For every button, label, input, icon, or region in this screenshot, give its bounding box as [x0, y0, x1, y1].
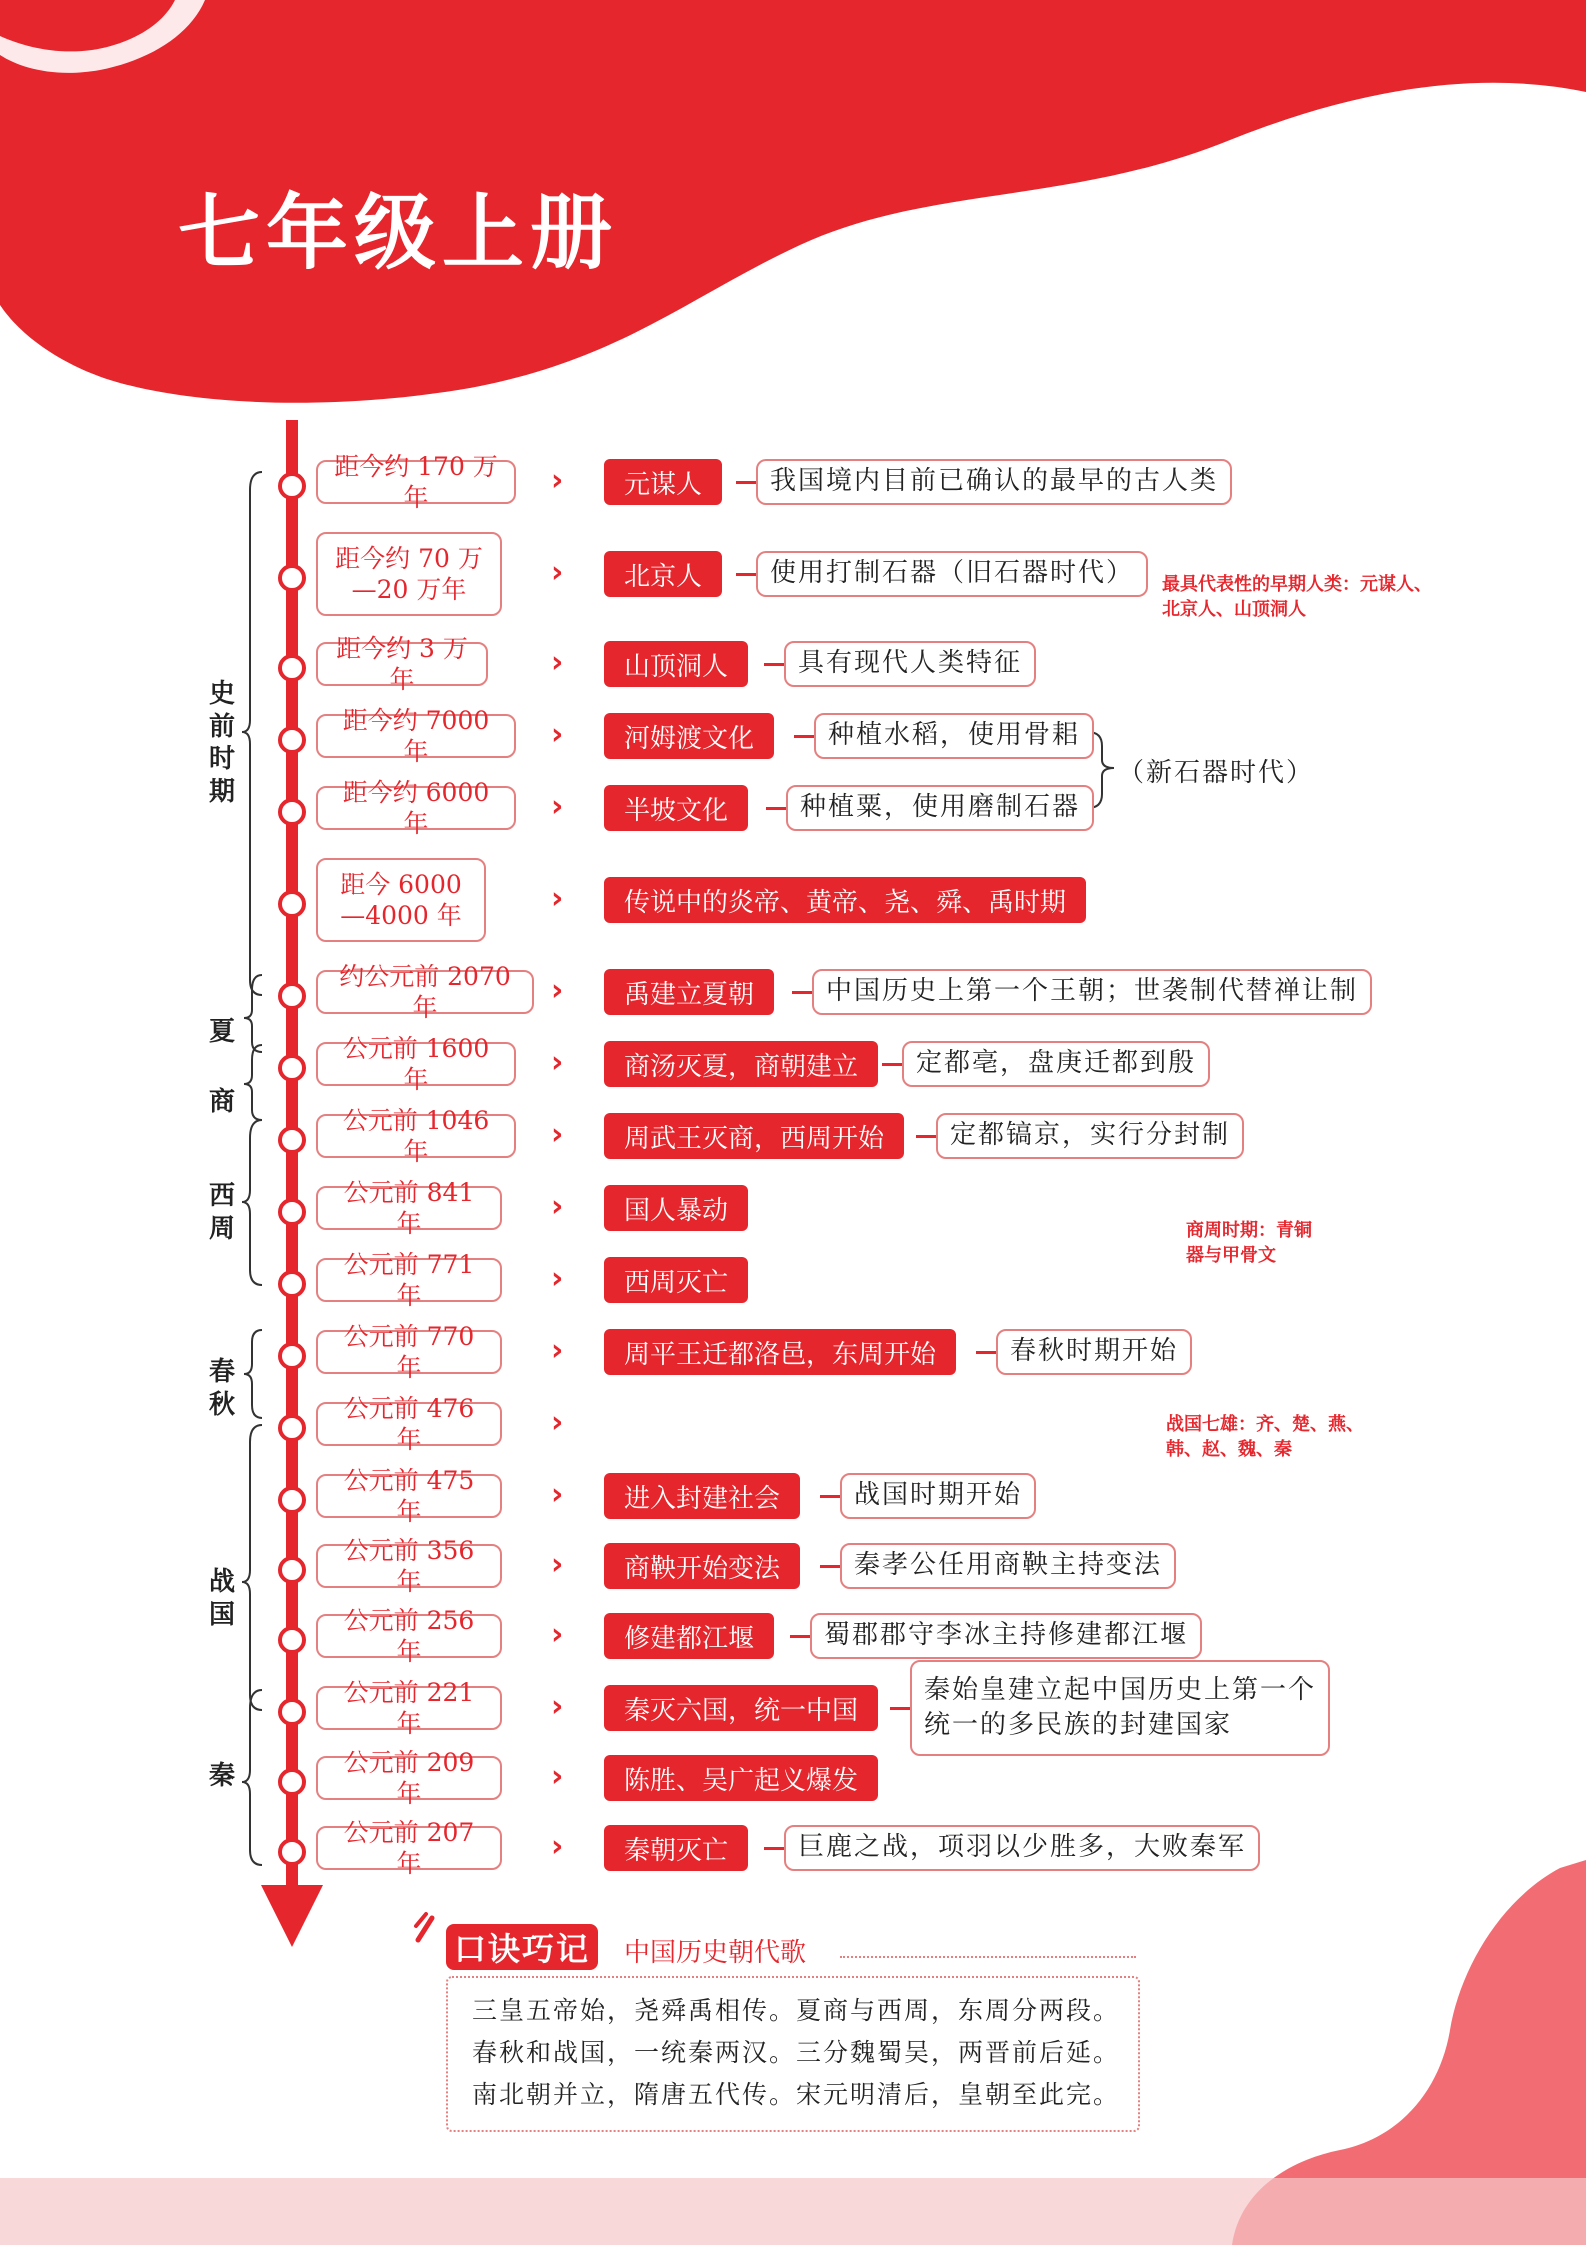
period-label-qin: 秦	[208, 1761, 235, 1791]
timeline-line	[286, 420, 298, 1890]
chevron-right-icon: ›	[551, 1045, 564, 1080]
mnemonic-subtitle: 中国历史朝代歌	[624, 1938, 807, 1968]
date-label: 距今约 3 万年	[316, 642, 488, 686]
timeline-dot	[278, 798, 306, 826]
mnemonic-line: 春秋和战国，一统秦两汉。三分魏蜀吴，两晋前后延。	[472, 2038, 1121, 2067]
connector	[792, 991, 812, 994]
chevron-right-icon: ›	[551, 463, 564, 498]
timeline-dot	[278, 1698, 306, 1726]
description: 定都亳，盘庚迁都到殷	[902, 1041, 1210, 1087]
timeline-dot	[278, 1054, 306, 1082]
timeline-dot	[278, 982, 306, 1010]
chevron-right-icon: ›	[551, 717, 564, 752]
chevron-right-icon: ›	[551, 1333, 564, 1368]
neolithic-label: （新石器时代）	[1118, 758, 1315, 788]
event-label: 山顶洞人	[604, 641, 748, 687]
timeline-dot	[278, 1342, 306, 1370]
description: 我国境内目前已确认的最早的古人类	[756, 459, 1232, 505]
date-label: 公元前 209 年	[316, 1756, 502, 1800]
timeline-dot	[278, 1486, 306, 1514]
connector	[794, 735, 814, 738]
timeline-dot	[278, 890, 306, 918]
mnemonic-line: 南北朝并立，隋唐五代传。宋元明清后，皇朝至此完。	[472, 2080, 1121, 2109]
note-early-humans: 最具代表性的早期人类：元谋人、北京人、山顶洞人	[1162, 574, 1432, 621]
period-label-xia: 夏	[208, 1017, 235, 1047]
date-label: 公元前 221 年	[316, 1686, 502, 1730]
event-label: 秦灭六国，统一中国	[604, 1685, 878, 1731]
chevron-right-icon: ›	[551, 1405, 564, 1440]
mnemonic-badge: 口诀巧记	[446, 1924, 598, 1970]
note-warring-states: 战国七雄：齐、楚、燕、韩、赵、魏、秦	[1166, 1414, 1364, 1461]
period-label-western-zhou: 西周	[208, 1181, 235, 1244]
connector	[736, 481, 756, 484]
page-title: 七年级上册	[178, 186, 619, 281]
event-label: 修建都江堰	[604, 1613, 774, 1659]
connector	[736, 573, 756, 576]
chevron-right-icon: ›	[551, 1117, 564, 1152]
date-label: 距今约 70 万—20 万年	[316, 532, 502, 616]
event-label: 进入封建社会	[604, 1473, 800, 1519]
date-label: 距今约 6000 年	[316, 786, 516, 830]
timeline-dot	[278, 1270, 306, 1298]
chevron-right-icon: ›	[551, 1759, 564, 1794]
description: 定都镐京，实行分封制	[936, 1113, 1244, 1159]
event-label: 商鞅开始变法	[604, 1543, 800, 1589]
chevron-right-icon: ›	[551, 1689, 564, 1724]
timeline-dot	[278, 1414, 306, 1442]
date-label: 公元前 1600 年	[316, 1042, 516, 1086]
footer-decoration	[0, 1860, 1586, 2245]
date-label: 公元前 207 年	[316, 1826, 502, 1870]
connector	[790, 1635, 810, 1638]
connector	[764, 1847, 784, 1850]
date-label: 约公元前 2070 年	[316, 970, 534, 1014]
timeline-dot	[278, 1126, 306, 1154]
timeline-dot	[278, 564, 306, 592]
description: 具有现代人类特征	[784, 641, 1036, 687]
connector	[976, 1351, 996, 1354]
event-label: 国人暴动	[604, 1185, 748, 1231]
description: 蜀郡郡守李冰主持修建都江堰	[810, 1613, 1202, 1659]
connector	[820, 1495, 840, 1498]
event-label: 西周灭亡	[604, 1257, 748, 1303]
note-shang-zhou: 商周时期：青铜器与甲骨文	[1186, 1220, 1312, 1267]
event-label: 陈胜、吴广起义爆发	[604, 1755, 878, 1801]
date-label: 距今约 7000 年	[316, 714, 516, 758]
connector	[916, 1135, 936, 1138]
connector	[764, 663, 784, 666]
event-label: 元谋人	[604, 459, 722, 505]
date-label: 距今 6000—4000 年	[316, 858, 486, 942]
event-label: 北京人	[604, 551, 722, 597]
event-label: 传说中的炎帝、黄帝、尧、舜、禹时期	[604, 877, 1086, 923]
timeline-dot	[278, 472, 306, 500]
description: 巨鹿之战，项羽以少胜多，大败秦军	[784, 1825, 1260, 1871]
event-label: 周武王灭商，西周开始	[604, 1113, 904, 1159]
description: 秦孝公任用商鞅主持变法	[840, 1543, 1176, 1589]
period-label-warring-states: 战国	[208, 1567, 235, 1630]
event-label: 河姆渡文化	[604, 713, 774, 759]
chevron-right-icon: ›	[551, 645, 564, 680]
description: 战国时期开始	[840, 1473, 1036, 1519]
event-label: 秦朝灭亡	[604, 1825, 748, 1871]
date-label: 公元前 771 年	[316, 1258, 502, 1302]
connector	[882, 1063, 902, 1066]
date-label: 公元前 256 年	[316, 1614, 502, 1658]
period-label-spring-autumn: 春秋	[208, 1357, 235, 1420]
description: 中国历史上第一个王朝；世袭制代替禅让制	[812, 969, 1372, 1015]
timeline-dot	[278, 726, 306, 754]
chevron-right-icon: ›	[551, 973, 564, 1008]
chevron-right-icon: ›	[551, 555, 564, 590]
connector	[766, 807, 786, 810]
event-label: 周平王迁都洛邑，东周开始	[604, 1329, 956, 1375]
chevron-right-icon: ›	[551, 1477, 564, 1512]
date-label: 公元前 356 年	[316, 1544, 502, 1588]
mnemonic-line: 三皇五帝始，尧舜禹相传。夏商与西周，东周分两段。	[472, 1996, 1121, 2025]
date-label: 公元前 475 年	[316, 1474, 502, 1518]
description: 种植水稻，使用骨耜	[814, 713, 1094, 759]
chevron-right-icon: ›	[551, 1547, 564, 1582]
description: 秦始皇建立起中国历史上第一个统一的多民族的封建国家	[910, 1660, 1330, 1756]
timeline-dot	[278, 1768, 306, 1796]
description: 种植粟，使用磨制石器	[786, 785, 1094, 831]
timeline-dot	[278, 1556, 306, 1584]
chevron-right-icon: ›	[551, 789, 564, 824]
chevron-right-icon: ›	[551, 1261, 564, 1296]
date-label: 公元前 476 年	[316, 1402, 502, 1446]
event-label: 半坡文化	[604, 785, 748, 831]
date-label: 公元前 841 年	[316, 1186, 502, 1230]
date-label: 公元前 1046 年	[316, 1114, 516, 1158]
chevron-right-icon: ›	[551, 1189, 564, 1224]
description: 使用打制石器（旧石器时代）	[756, 551, 1148, 597]
timeline-dot	[278, 1626, 306, 1654]
period-brackets	[240, 470, 270, 1870]
date-label: 公元前 770 年	[316, 1330, 502, 1374]
period-label-prehistoric: 史前时期	[208, 679, 235, 807]
period-label-shang: 商	[208, 1087, 235, 1117]
chevron-right-icon: ›	[551, 1829, 564, 1864]
connector	[820, 1565, 840, 1568]
event-label: 商汤灭夏，商朝建立	[604, 1041, 878, 1087]
description: 春秋时期开始	[996, 1329, 1192, 1375]
connector	[890, 1707, 910, 1710]
timeline-dot	[278, 1198, 306, 1226]
chevron-right-icon: ›	[551, 881, 564, 916]
event-label: 禹建立夏朝	[604, 969, 774, 1015]
chevron-right-icon: ›	[551, 1617, 564, 1652]
timeline-dot	[278, 654, 306, 682]
date-label: 距今约 170 万年	[316, 460, 516, 504]
